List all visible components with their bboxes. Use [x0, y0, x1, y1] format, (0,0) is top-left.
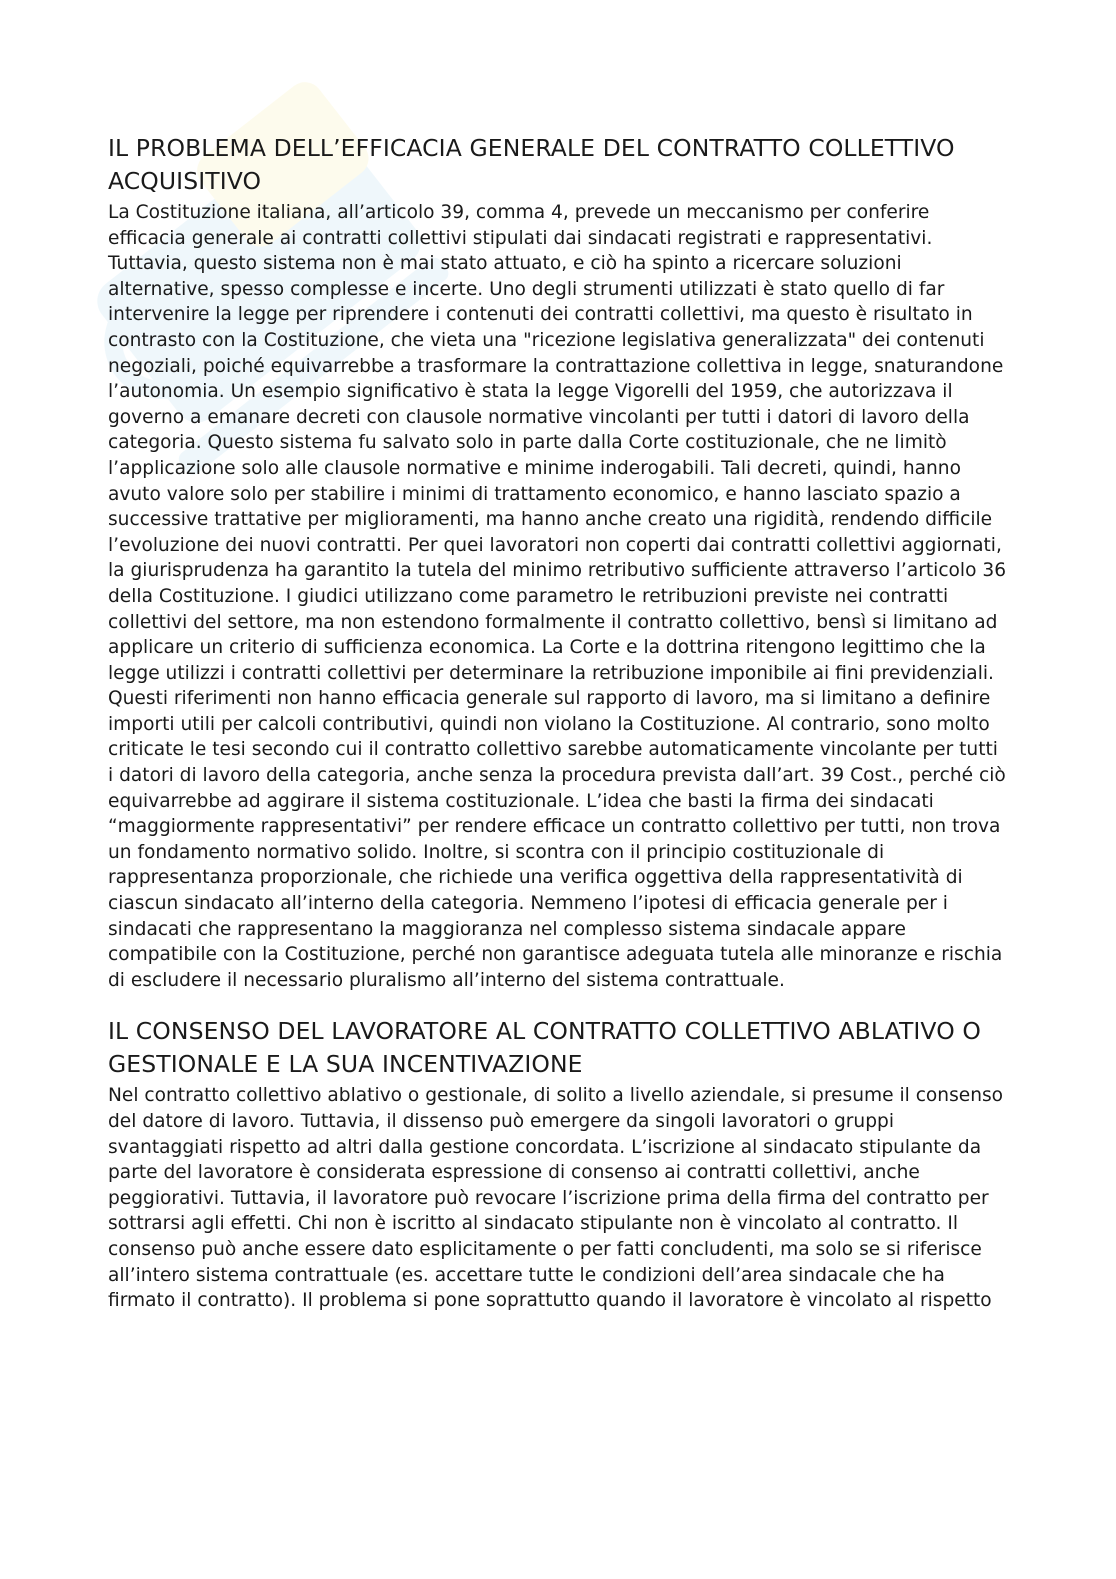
- section-body-1: La Costituzione italiana, all’articolo 39, comma 4, prevede un meccanismo per conferire efficacia generale ai contratti collettivi stipulati dai sindacati registrati e rappresentativi. Tuttavia, questo sistema non è mai stato attuato, e ciò ha spinto a ricercare soluzioni alternative, spesso complesse e incerte. Uno degli strumenti utilizzati è stato quello di far intervenire la legge per riprendere i contenuti dei contratti collettivi, ma questo è risultato in contrasto con la Costituzione, che vieta una "ricezione legislativa generalizzata" dei contenuti negoziali, poiché equivarrebbe a trasformare la contrattazione collettiva in legge, snaturandone l’autonomia. Un esempio significativo è stata la legge Vigorelli del 1959, che autorizzava il governo a emanare decreti con clausole normative vincolanti per tutti i datori di lavoro della categoria. Questo sistema fu salvato solo in parte dalla Corte costituzionale, che ne limitò l’applicazione solo alle clausole normative e minime inderogabili. Tali decreti, quindi, hanno avuto valore solo per stabilire i minimi di trattamento economico, e hanno lasciato spazio a successive trattative per miglioramenti, ma hanno anche creato una rigidità, rendendo difficile l’evoluzione dei nuovi contratti. Per quei lavoratori non coperti dai contratti collettivi aggiornati, la giurisprudenza ha garantito la tutela del minimo retributivo sufficiente attraverso l’articolo 36 della Costituzione. I giudici utilizzano come parametro le retribuzioni previste nei contratti collettivi del settore, ma non estendono formalmente il contratto collettivo, bensì si limitano ad applicare un criterio di sufficienza economica. La Corte e la dottrina ritengono legittimo che la legge utilizzi i contratti collettivi per determinare la retribuzione imponibile ai fini previdenziali. Questi riferimenti non hanno efficacia generale sul rapporto di lavoro, ma si limitano a definire importi utili per calcoli contributivi, quindi non violano la Costituzione. Al contrario, sono molto criticate le tesi secondo cui il contratto collettivo sarebbe automaticamente vincolante per tutti i datori di lavoro della categoria, anche senza la procedura prevista dall’art. 39 Cost., perché ciò equivarrebbe ad aggirare il sistema costituzionale. L’idea che basti la firma dei sindacati “maggiormente rappresentativi” per rendere efficace un contratto collettivo per tutti, non trova un fondamento normativo solido. Inoltre, si scontra con il principio costituzionale di rappresentanza proporzionale, che richiede una verifica oggettiva della rappresentatività di ciascun sindacato all’interno della categoria. Nemmeno l’ipotesi di efficacia generale per i sindacati che rappresentano la maggioranza nel complesso sistema sindacale appare compatibile con la Costituzione, perché non garantisce adeguata tutela alle minoranze e rischia di escludere il necessario pluralismo all’interno del sistema contrattuale.: [108, 202, 1007, 991]
- section-heading-2: IL CONSENSO DEL LAVORATORE AL CONTRATTO COLLETTIVO ABLATIVO O GESTIONALE E LA SUA INCENTIVAZIONE: [108, 1017, 981, 1079]
- section-heading-1: IL PROBLEMA DELL’EFFICACIA GENERALE DEL CONTRATTO COLLETTIVO ACQUISITIVO: [108, 134, 955, 195]
- section-body-2: Nel contratto collettivo ablativo o gestionale, di solito a livello aziendale, si presume il consenso del datore di lavoro. Tuttavia, il dissenso può emergere da singoli lavoratori o gruppi svantaggiati rispetto ad altri dalla gestione concordata. L’iscrizione al sindacato stipulante da parte del lavoratore è considerata espressione di consenso ai contratti collettivi, anche peggiorativi. Tuttavia, il lavoratore può revocare l’iscrizione prima della firma del contratto per sottrarsi agli effetti. Chi non è iscritto al sindacato stipulante non è vincolato al contratto. Il consenso può anche essere dato esplicitamente o per fatti concludenti, ma solo se si riferisce all’intero sistema contrattuale (es. accettare tutte le condizioni dell’area sindacale che ha firmato il contratto). Il problema si pone soprattutto quando il lavoratore è vincolato al rispetto: [108, 1085, 1004, 1312]
- document-page: [108, 132, 1008, 1314]
